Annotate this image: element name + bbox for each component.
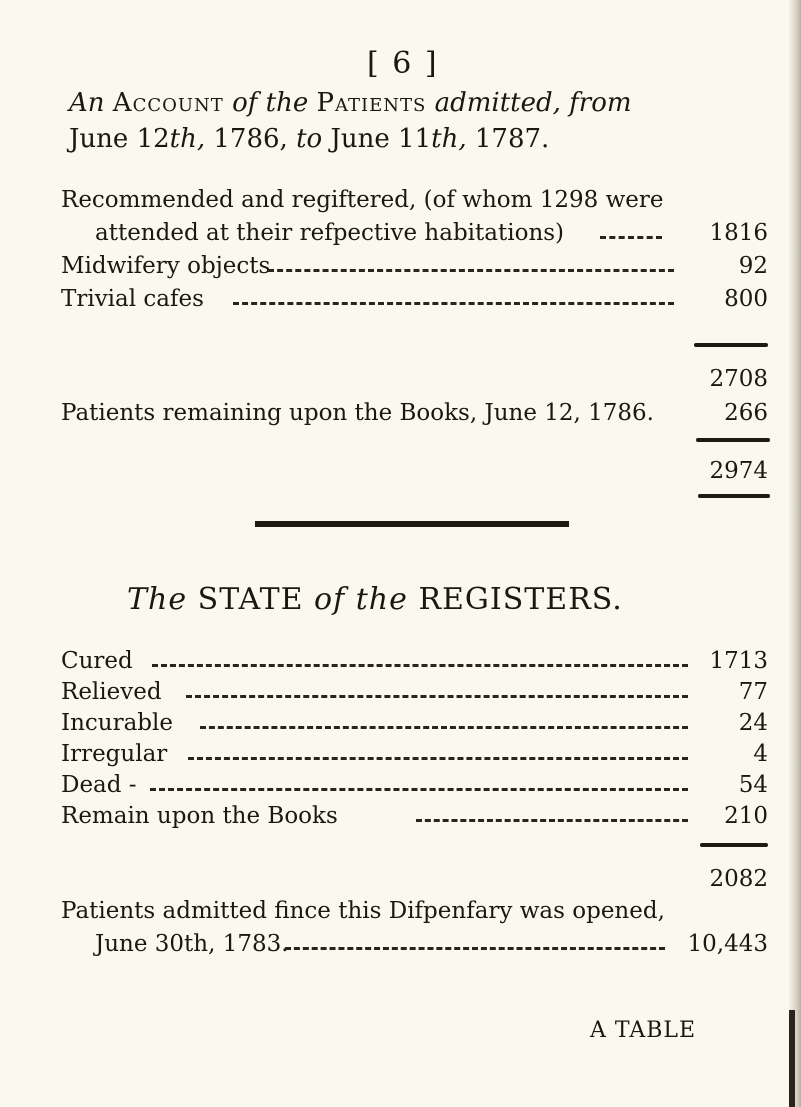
register-row-label: Remain upon the Books: [61, 803, 338, 829]
leader-dashes: [233, 302, 674, 305]
register-row-value: 210: [724, 803, 768, 829]
heading-the: The: [127, 582, 188, 617]
register-row-value: 4: [753, 741, 768, 767]
leader-dashes: [285, 947, 665, 950]
register-row-value: 77: [738, 679, 768, 705]
sum-rule: [698, 494, 770, 498]
title-patients: Patients: [316, 88, 427, 118]
leader-dashes: [200, 726, 688, 729]
admitted-line-1: Patients admitted fince this Difpenfary was opened,: [61, 898, 665, 924]
leader-dashes: [416, 819, 688, 822]
trivial-label: Trivial cafes: [61, 286, 204, 312]
sum-rule: [696, 438, 770, 442]
remaining-label: Patients remaining upon the Books, June 12, 1786.: [61, 400, 654, 426]
register-row-label: Dead -: [61, 772, 137, 798]
leader-dashes: [188, 757, 688, 760]
recommended-line-2: attended at their refpective habitations): [95, 220, 565, 246]
sum-rule: [700, 843, 768, 847]
title-an: An: [69, 88, 105, 118]
title-date2: June 11: [330, 124, 432, 154]
page-edge: [789, 0, 801, 1107]
register-row-value: 1713: [709, 648, 768, 674]
heading-state: STATE: [197, 582, 304, 617]
heading-registers: REGISTERS.: [418, 582, 623, 617]
trivial-value: 800: [724, 286, 768, 312]
subtotal-value: 2708: [709, 366, 768, 392]
leader-dashes: [186, 695, 688, 698]
leader-dashes: [268, 269, 674, 272]
title-account: Account: [112, 88, 224, 118]
registers-heading: [127, 582, 623, 617]
recommended-line-1: Recommended and regiftered, (of whom 1298 were: [61, 187, 664, 213]
title-th2: th,: [431, 124, 467, 154]
sum-rule: [694, 343, 768, 347]
leader-dashes: [150, 788, 688, 791]
heading-of-the: of the: [314, 582, 408, 617]
title-date1: June 12: [69, 124, 170, 154]
remaining-value: 266: [724, 400, 768, 426]
recommended-value: 1816: [709, 220, 768, 246]
midwifery-label: Midwifery objects: [61, 253, 271, 279]
catchword: A TABLE: [590, 1018, 697, 1043]
total-value: 2974: [709, 458, 768, 484]
register-row-label: Cured: [61, 648, 133, 674]
register-row-value: 24: [738, 710, 768, 736]
registers-total: 2082: [709, 866, 768, 892]
admitted-line-2: June 30th, 1783.: [95, 931, 289, 957]
title-line-1: [69, 88, 632, 118]
title-year2: 1787.: [474, 124, 550, 154]
leader-dashes: [600, 236, 662, 239]
book-spine-shadow: [789, 1010, 795, 1107]
title-th1: th,: [169, 124, 206, 154]
midwifery-value: 92: [738, 253, 768, 279]
title-from: from: [569, 88, 632, 118]
register-row-value: 54: [738, 772, 768, 798]
title-line-2: [69, 124, 549, 154]
register-row-label: Incurable: [61, 710, 173, 736]
title-to: to: [296, 124, 323, 154]
register-row-label: Irregular: [61, 741, 168, 767]
register-row-label: Relieved: [61, 679, 162, 705]
title-admitted: admitted,: [434, 88, 561, 118]
admitted-value: 10,443: [687, 931, 768, 957]
section-divider: [255, 521, 569, 527]
title-year1: 1786,: [213, 124, 288, 154]
title-of-the: of the: [232, 88, 309, 118]
page-number: [ 6 ]: [367, 46, 439, 81]
leader-dashes: [152, 664, 688, 667]
